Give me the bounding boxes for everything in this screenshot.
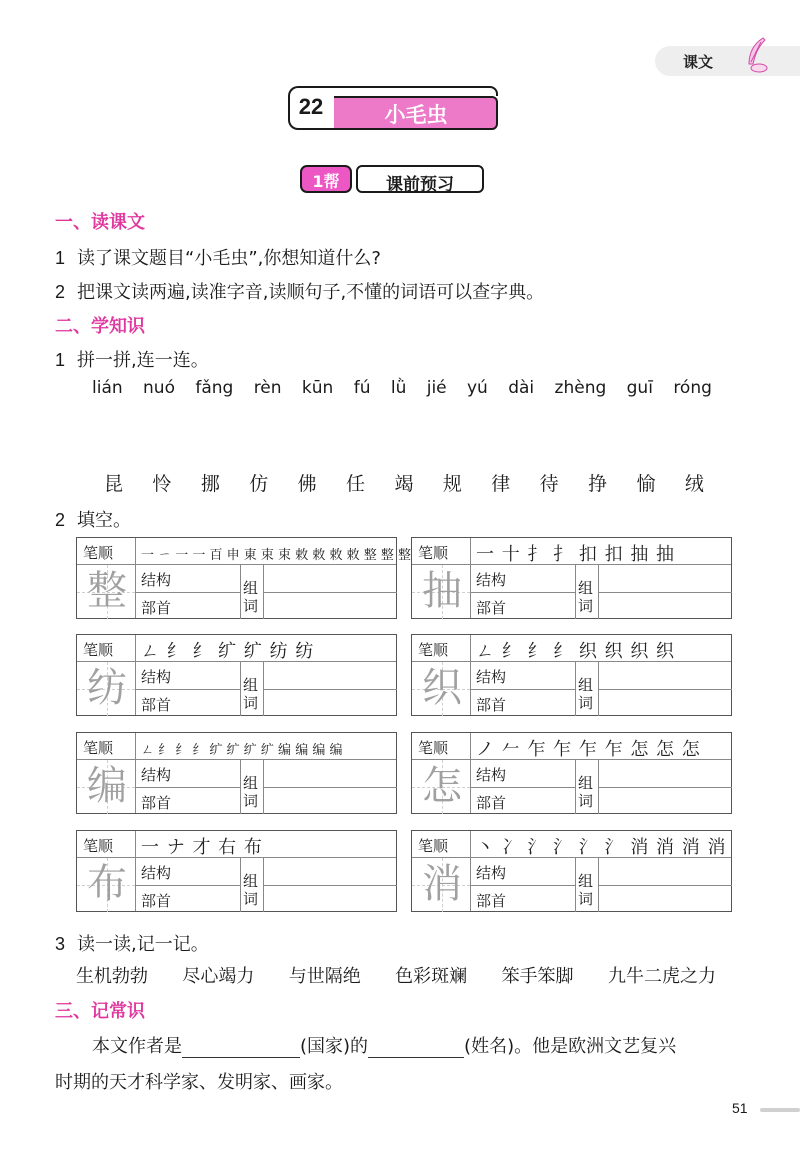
- page-number: 51: [732, 1100, 748, 1116]
- character-tracing: 布: [87, 861, 127, 907]
- title-frame-top: [330, 86, 498, 96]
- idiom-item: 与世隔绝: [288, 966, 361, 987]
- question-1-2: 2 把课文读两遍,读准字音,读顺句子,不懂的词语可以查字典。: [55, 282, 545, 303]
- heading-learn-knowledge: 二、学知识: [55, 316, 145, 337]
- pinyin-item[interactable]: dài: [508, 378, 535, 398]
- lesson-number: 22: [298, 94, 324, 119]
- question-1-1: 1 读了课文题目“小毛虫”,你想知道什么?: [55, 248, 381, 269]
- word-label-2: 词: [578, 792, 594, 810]
- pinyin-item[interactable]: kūn: [301, 378, 334, 398]
- lesson-name: 小毛虫: [384, 103, 448, 127]
- character-tracing: 整: [87, 568, 127, 614]
- hanzi-item[interactable]: 绒: [684, 473, 704, 495]
- word-label-2: 词: [243, 597, 259, 615]
- radical-label: 部首: [141, 599, 172, 617]
- stroke-order-label: 笔顺: [83, 641, 114, 659]
- character-card: [411, 732, 732, 814]
- lesson-title: [288, 86, 503, 134]
- character-tracing: 织: [422, 665, 462, 711]
- word-label: 组: [578, 676, 594, 694]
- heading-common-knowledge: 三、记常识: [55, 1001, 145, 1022]
- structure-label: 结构: [476, 766, 507, 784]
- pinyin-item[interactable]: zhèng: [554, 378, 607, 398]
- stroke-order-sequence: ㄥ 纟 纟 纟 织 织 织 织: [476, 641, 676, 662]
- word-label-2: 词: [578, 694, 594, 712]
- pinyin-item[interactable]: rèn: [253, 378, 282, 398]
- stroke-order-sequence: 丶 冫 氵 氵 氵 氵 消 消 消 消: [476, 837, 727, 858]
- page-footer-bar: [760, 1108, 800, 1112]
- tab-label: 课文: [683, 53, 714, 71]
- stroke-order-label: 笔顺: [418, 641, 449, 659]
- stroke-order-sequence: ノ 𠂉 乍 乍 乍 乍 怎 怎 怎: [476, 739, 701, 760]
- hanzi-item[interactable]: 挣: [588, 473, 608, 495]
- word-label: 组: [578, 579, 594, 597]
- word-label-2: 词: [243, 694, 259, 712]
- question-2-3: 3 读一读,记一记。: [55, 934, 209, 955]
- pinyin-item[interactable]: nuó: [143, 378, 175, 398]
- character-card: [76, 732, 397, 814]
- country-blank[interactable]: [182, 1040, 300, 1058]
- idiom-item: 尽心竭力: [182, 966, 255, 987]
- section-tag-text: 1帮: [312, 172, 340, 191]
- hanzi-item[interactable]: 待: [539, 473, 559, 495]
- hanzi-item[interactable]: 律: [491, 473, 511, 495]
- radical-label: 部首: [476, 696, 507, 714]
- hanzi-item[interactable]: 仿: [249, 473, 269, 495]
- structure-label: 结构: [141, 668, 172, 686]
- feather-pen-icon: [735, 36, 775, 76]
- radical-label: 部首: [141, 794, 172, 812]
- stroke-order-label: 笔顺: [418, 739, 449, 757]
- hanzi-item[interactable]: 愉: [636, 473, 656, 495]
- stroke-order-sequence: 一 十 扌 扌 扣 扣 抽 抽: [476, 544, 676, 565]
- structure-label: 结构: [141, 864, 172, 882]
- word-label: 组: [243, 579, 259, 597]
- word-label-2: 词: [578, 890, 594, 908]
- word-label-2: 词: [578, 597, 594, 615]
- character-tracing: 抽: [422, 568, 462, 614]
- pinyin-item[interactable]: fǎng: [195, 378, 234, 398]
- hanzi-item[interactable]: 昆: [104, 473, 124, 495]
- fill-in-sentence-1: 本文作者是 (国家)的 (姓名)。他是欧洲文艺复兴: [92, 1036, 677, 1057]
- structure-label: 结构: [476, 864, 507, 882]
- stroke-order-label: 笔顺: [418, 544, 449, 562]
- fill-in-sentence-2: 时期的天才科学家、发明家、画家。: [55, 1072, 343, 1093]
- word-label: 组: [243, 774, 259, 792]
- idiom-item: 九牛二虎之力: [607, 966, 716, 987]
- author-name-blank[interactable]: [368, 1040, 464, 1058]
- stroke-order-sequence: ㄥ 纟 纟 纩 纩 纺 纺: [141, 641, 315, 662]
- radical-label: 部首: [476, 794, 507, 812]
- word-label: 组: [578, 774, 594, 792]
- character-tracing: 怎: [422, 763, 462, 809]
- hanzi-item[interactable]: 规: [442, 473, 462, 495]
- pinyin-item[interactable]: jié: [426, 378, 447, 398]
- word-label-2: 词: [243, 792, 259, 810]
- stroke-order-sequence: 一 ナ 才 右 布: [141, 837, 263, 858]
- pinyin-item[interactable]: lǜ: [390, 378, 407, 398]
- character-tracing: 纺: [87, 665, 127, 711]
- structure-label: 结构: [141, 766, 172, 784]
- pinyin-item[interactable]: guī: [626, 378, 653, 398]
- question-2-2: 2 填空。: [55, 510, 132, 531]
- word-label: 组: [578, 872, 594, 890]
- hanzi-item[interactable]: 挪: [200, 473, 220, 495]
- radical-label: 部首: [476, 599, 507, 617]
- pinyin-item[interactable]: róng: [673, 378, 712, 398]
- hanzi-item[interactable]: 佛: [297, 473, 317, 495]
- pinyin-item[interactable]: fú: [353, 378, 371, 398]
- word-label: 组: [243, 872, 259, 890]
- character-tracing: 消: [422, 861, 462, 907]
- character-card: [411, 830, 732, 912]
- word-label-2: 词: [243, 890, 259, 908]
- hanzi-item[interactable]: 竭: [394, 473, 414, 495]
- word-label: 组: [243, 676, 259, 694]
- heading-read-text: 一、读课文: [55, 212, 145, 233]
- radical-label: 部首: [141, 696, 172, 714]
- lesson-category-tab: [655, 46, 800, 76]
- hanzi-item[interactable]: 任: [346, 473, 366, 495]
- radical-label: 部首: [476, 892, 507, 910]
- pinyin-row: [92, 378, 712, 398]
- character-card: [76, 634, 397, 716]
- pinyin-item[interactable]: lián: [92, 378, 123, 398]
- section-header: [300, 165, 490, 195]
- stroke-order-sequence: ㄥ 纟 纟 纟 纩 纩 纩 纩 编 编 编 编: [141, 743, 343, 758]
- character-tracing: 编: [87, 763, 127, 809]
- idiom-item: 生机勃勃: [76, 966, 148, 987]
- structure-label: 结构: [476, 571, 507, 589]
- character-card: [76, 537, 411, 619]
- stroke-order-label: 笔顺: [83, 544, 114, 562]
- stroke-order-label: 笔顺: [418, 837, 449, 855]
- character-card: [411, 537, 732, 619]
- radical-label: 部首: [141, 892, 172, 910]
- idiom-list: [76, 962, 716, 988]
- stroke-order-label: 笔顺: [83, 739, 114, 757]
- question-2-1: 1 拼一拼,连一连。: [55, 350, 209, 371]
- section-title-box: [356, 165, 484, 193]
- pinyin-item[interactable]: yú: [467, 378, 488, 398]
- stroke-order-label: 笔顺: [83, 837, 114, 855]
- idiom-item: 笨手笨脚: [501, 966, 574, 987]
- idiom-item: 色彩斑斓: [395, 966, 468, 987]
- hanzi-row: [104, 469, 704, 496]
- character-card: [76, 830, 397, 912]
- character-card: [411, 634, 732, 716]
- hanzi-item[interactable]: 怜: [152, 473, 172, 495]
- stroke-order-sequence: 一 ㄧ 一 一 百 申 東 束 束 敕 敕 敕 敕 整 整 整: [141, 548, 411, 563]
- structure-label: 结构: [476, 668, 507, 686]
- structure-label: 结构: [141, 571, 172, 589]
- section-title: 课前预习: [386, 175, 454, 195]
